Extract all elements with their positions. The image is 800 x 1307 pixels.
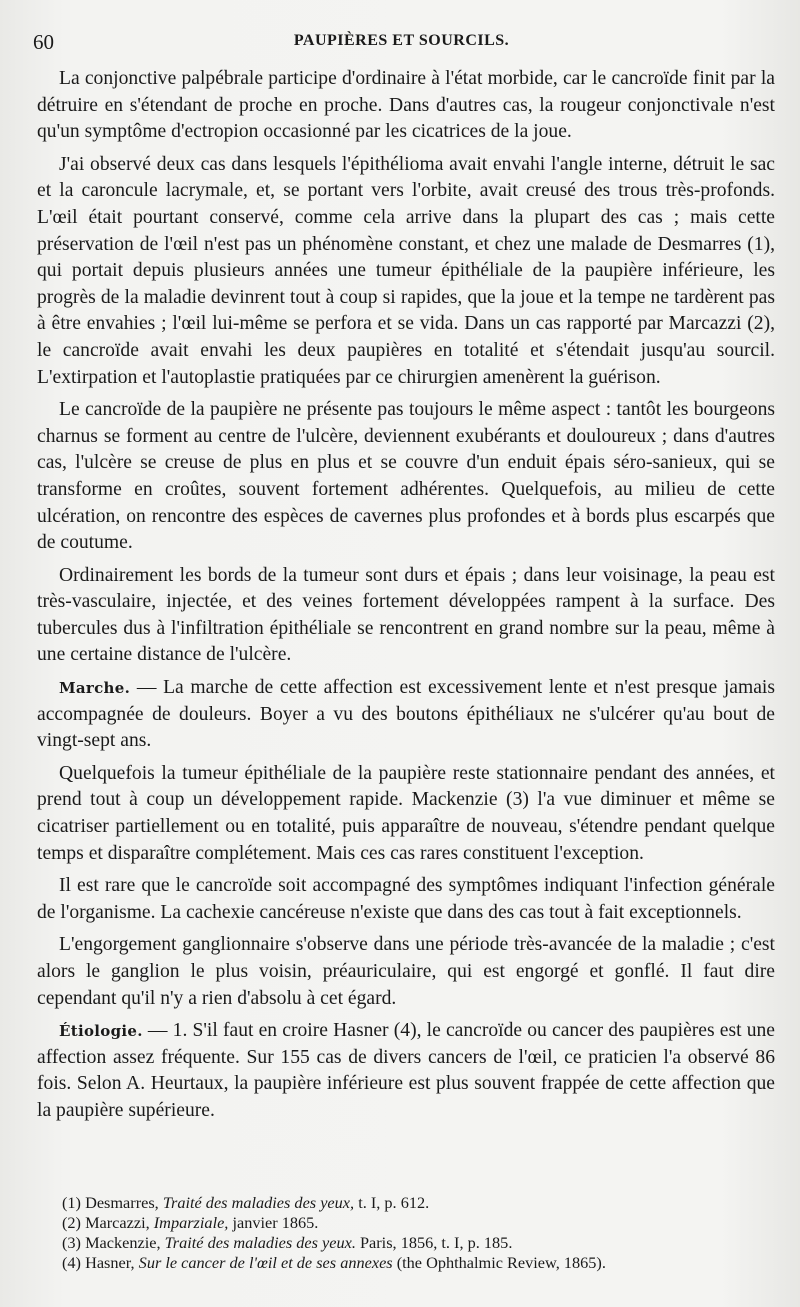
paragraph-etiologie: Étiologie. — 1. S'il faut en croire Hasner (4), le cancroïde ou cancer des paupières est une affection assez fréquente. Sur 155 cas de divers cancers de l'œil, ce praticien l'a observé 86 fois. Selon A. Heurtaux, la paupière inférieure est plus souvent frappée de cette affection que la paupière supérieure. (37, 1020, 775, 1121)
paragraph: Ordinairement les bords de la tumeur sont durs et épais ; dans leur voisinage, la peau est très-vasculaire, injectée, et des veines fortement développées rampent à la surface. Des tubercules dus à l'infiltration épithéliale se rencontrent en grand nombre sur la peau, même à une certaine distance de l'ulcère. (37, 564, 775, 666)
page-number: 60 (33, 30, 54, 54)
paragraph: L'engorgement ganglionnaire s'observe dans une période très-avancée de la maladie ; c'est alors le ganglion le plus voisin, préauriculaire, qui est engorgé et gonflé. Il faut dire cependant qu'il n'y a rien d'absolu à cet égard. (37, 934, 775, 1009)
body-text (37, 66, 775, 1131)
paragraph: Il est rare que le cancroïde soit accompagné des symptômes indiquant l'infection générale de l'organisme. La cachexie cancéreuse n'existe que dans des cas tout à fait exceptionnels. (37, 875, 775, 923)
running-title: PAUPIÈRES ET SOURCILS. (293, 32, 510, 49)
paragraph: J'ai observé deux cas dans lesquels l'épithélioma avait envahi l'angle interne, détruit le sac et la caroncule lacrymale, et, se portant vers l'orbite, avait creusé des trous très-profonds. L'œil était pourtant conservé, comme cela arrive dans la plupart des cas ; mais cette préservation de l'œil n'est pas un phénomène constant, et chez une malade de Desmarres (1), qui portait depuis plusieurs années une tumeur épithéliale de la paupière inférieure, les progrès de la maladie devinrent tout à coup si rapides, que la joue et la tempe ne tardèrent pas à être envahies ; l'œil lui-même se perfora et se vida. Dans un cas rapporté par Marcazzi (2), le cancroïde avait envahi les deux paupières en totalité et s'étendait jusqu'au sourcil. L'extirpation et l'autoplastie pratiquées par ce chirurgien amenèrent la guérison. (37, 153, 775, 388)
footnote: (4) Hasner, Sur le cancer de l'œil et de ses annexes (the Ophthalmic Review, 1865). (62, 1253, 606, 1272)
paragraph: La conjonctive palpébrale participe d'ordinaire à l'état morbide, car le cancroïde finit par la détruire en s'étendant de proche en proche. Dans d'autres cas, la rougeur conjonctivale n'est qu'un symptôme d'ectropion occasionné par les cicatrices de la joue. (37, 68, 775, 143)
section-lead-marche: Marche. (59, 679, 131, 698)
footnote: (2) Marcazzi, Imparziale, janvier 1865. (62, 1213, 319, 1232)
section-lead-etiologie: Étiologie. (59, 1022, 143, 1041)
footnotes (62, 1193, 767, 1273)
paragraph: Le cancroïde de la paupière ne présente pas toujours le même aspect : tantôt les bourgeons charnus se forment au centre de l'ulcère, deviennent exubérants et douloureux ; dans d'autres cas, l'ulcère se creuse de plus en plus et se couvre d'un enduit épais séro-sanieux, qui se transforme en croûtes, souvent fortement adhérentes. Quelquefois, au milieu de cette ulcération, on rencontre des espèces de cavernes plus profondes et à bords plus escarpés que de coutume. (37, 399, 775, 554)
paragraph: Quelquefois la tumeur épithéliale de la paupière reste stationnaire pendant des années, et prend tout à coup un développement rapide. Mackenzie (3) l'a vue diminuer et même se cicatriser partiellement ou en totalité, puis apparaître de nouveau, s'étendre pendant quelque temps et disparaître complétement. Mais ces cas rares constituent l'exception. (37, 762, 775, 864)
page-header (33, 30, 770, 56)
footnote: (3) Mackenzie, Traité des maladies des yeux. Paris, 1856, t. I, p. 185. (62, 1233, 513, 1252)
footnote: (1) Desmarres, Traité des maladies des yeux, t. I, p. 612. (62, 1193, 430, 1212)
paragraph-marche: Marche. — La marche de cette affection est excessivement lente et n'est presque jamais accompagnée de douleurs. Boyer a vu des boutons épithéliaux ne s'ulcérer qu'au bout de vingt-sept ans. (37, 677, 775, 752)
